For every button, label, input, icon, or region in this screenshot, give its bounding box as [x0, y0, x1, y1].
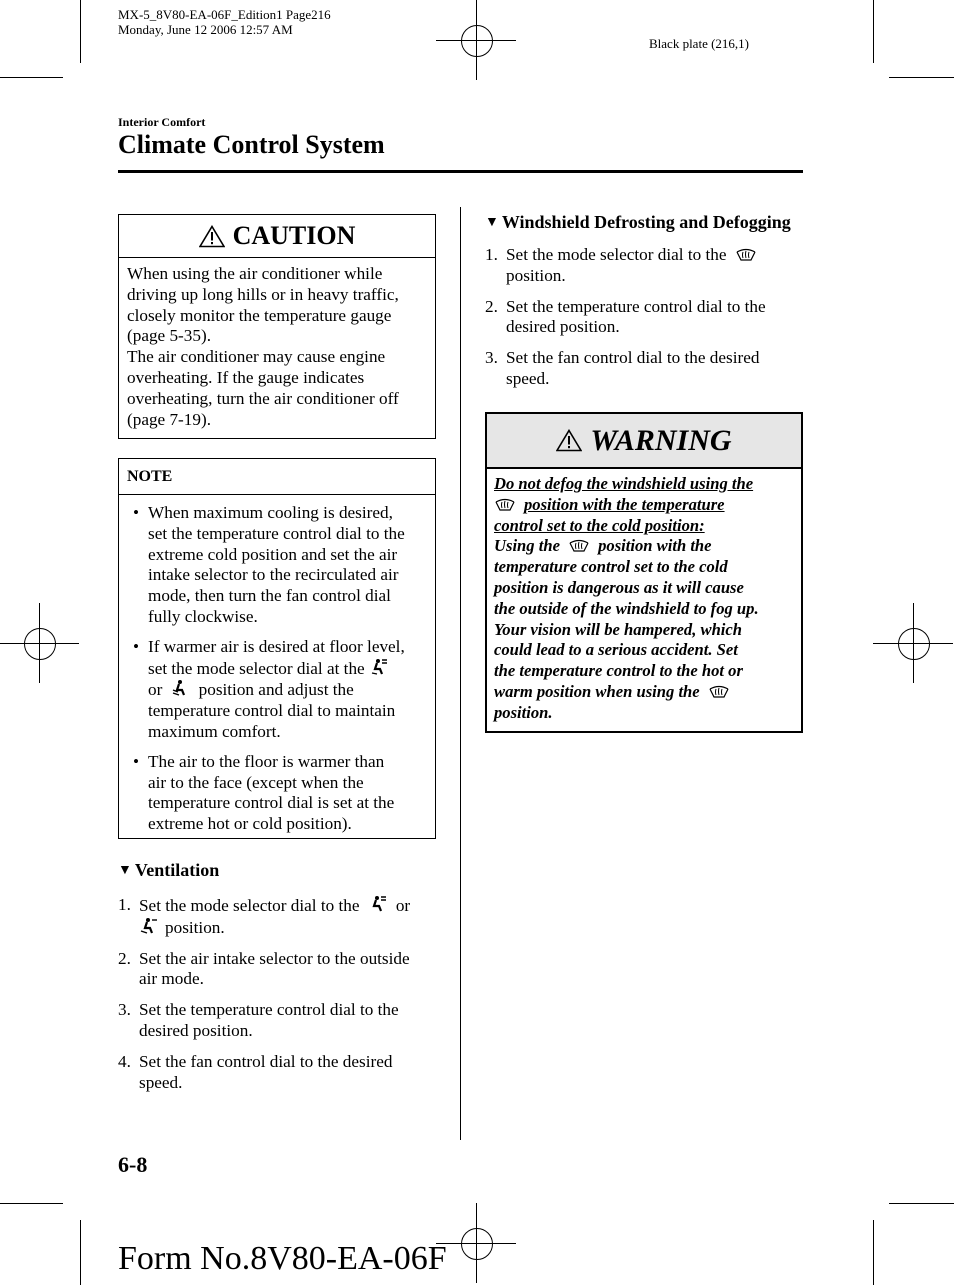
- caution-line: (page 7-19).: [127, 409, 211, 429]
- form-number: Form No.8V80-EA-06F: [118, 1240, 447, 1277]
- registration-mark: [898, 628, 928, 658]
- warning-line: Do not defog the windshield using the: [494, 474, 754, 493]
- print-header-date: Monday, June 12 2006 12:57 AM: [118, 22, 293, 37]
- caution-line: The air conditioner may cause engine: [127, 347, 386, 367]
- registration-mark: [461, 25, 491, 55]
- bi-level-floor-mode-icon: [369, 658, 389, 676]
- warning-text: warm position when using the: [494, 681, 700, 701]
- bi-level-mode-icon: [139, 917, 159, 935]
- ventilation-step: [118, 949, 438, 991]
- step-line: Set the air intake selector to the outside: [139, 948, 410, 968]
- caution-line: overheating. If the gauge indicates: [127, 367, 365, 387]
- ventilation-steps: [118, 895, 438, 1103]
- step-line: desired position.: [506, 317, 620, 337]
- ventilation-heading-text: Ventilation: [134, 860, 220, 880]
- defrost-step: [485, 245, 803, 287]
- note-line: extreme cold position and set the air: [148, 544, 398, 564]
- print-header-file: MX-5_8V80-EA-06F_Edition1 Page216: [118, 7, 331, 22]
- caution-body: [119, 258, 435, 430]
- title-rule: [118, 170, 803, 173]
- warning-line: control set to the cold position:: [494, 515, 705, 535]
- warning-line: [494, 682, 794, 703]
- note-line: set the temperature control dial to the: [148, 523, 405, 543]
- warning-triangle-icon: [199, 225, 225, 248]
- crop-mark: [0, 1203, 63, 1204]
- step-number: 2.: [485, 296, 498, 316]
- note-line: [148, 658, 427, 680]
- triangle-down-icon: ▼: [118, 862, 132, 878]
- step-line: [506, 245, 803, 266]
- warning-box: [485, 412, 803, 733]
- warning-line: temperature control set to the cold: [494, 557, 728, 577]
- note-body: [119, 495, 435, 835]
- warning-line: position.: [494, 702, 553, 722]
- vent-mode-icon: [368, 895, 388, 913]
- caution-line: overheating, turn the air conditioner off: [127, 388, 399, 408]
- ventilation-heading: [118, 860, 219, 881]
- step-text: Set the mode selector dial to the: [506, 245, 727, 264]
- step-line: speed.: [506, 368, 550, 388]
- registration-mark: [461, 1228, 491, 1258]
- ventilation-step: [118, 1052, 438, 1094]
- step-line: desired position.: [139, 1020, 253, 1040]
- step-number: 3.: [485, 348, 498, 368]
- note-line: If warmer air is desired at floor level,: [148, 636, 405, 656]
- defrost-steps: [485, 245, 803, 400]
- defrost-step: [485, 348, 803, 390]
- note-title: NOTE: [119, 459, 435, 495]
- note-text: set the mode selector dial at the: [148, 658, 365, 678]
- step-line: Set the temperature control dial to the: [506, 296, 766, 316]
- crop-mark: [80, 1220, 81, 1285]
- note-line: fully clockwise.: [148, 606, 258, 626]
- note-line: temperature control dial is set at the: [148, 793, 395, 813]
- step-line: Set the fan control dial to the desired: [506, 348, 760, 368]
- caution-line: When using the air conditioner while: [127, 264, 383, 283]
- step-line: speed.: [139, 1072, 183, 1092]
- warning-line: the outside of the windshield to fog up.: [494, 598, 759, 618]
- crop-mark: [80, 0, 81, 63]
- caution-line: closely monitor the temperature gauge: [127, 305, 392, 325]
- note-box: [118, 458, 436, 839]
- note-line: air to the face (except when the: [148, 772, 364, 792]
- note-bullet: [127, 752, 427, 835]
- note-line: When maximum cooling is desired,: [148, 503, 393, 522]
- warning-line: [494, 495, 794, 516]
- note-bullet: [127, 637, 427, 743]
- note-line: mode, then turn the fan control dial: [148, 586, 391, 606]
- warning-text: Using the: [494, 536, 560, 556]
- crop-mark: [889, 77, 954, 78]
- note-line: The air to the floor is warmer than: [148, 751, 385, 771]
- defroster-icon: [494, 496, 516, 512]
- warning-title: WARNING: [590, 423, 732, 457]
- note-text: or: [148, 680, 163, 700]
- step-number: 3.: [118, 1000, 131, 1020]
- defrost-step: [485, 297, 803, 339]
- note-line: maximum comfort.: [148, 721, 281, 741]
- step-text: position.: [165, 917, 225, 937]
- defrost-heading-text: Windshield Defrosting and Defogging: [501, 212, 791, 232]
- triangle-down-icon: ▼: [485, 214, 499, 230]
- floor-mode-icon: [171, 679, 191, 697]
- step-number: 1.: [118, 895, 131, 914]
- step-text: Set the mode selector dial to the: [139, 896, 360, 915]
- step-number: 2.: [118, 948, 131, 968]
- defroster-icon: [735, 246, 757, 262]
- defroster-icon: [708, 683, 730, 699]
- bullet-dot-icon: •: [133, 636, 140, 656]
- defroster-icon: [568, 537, 590, 553]
- registration-mark: [24, 628, 54, 658]
- defrost-heading: [485, 212, 791, 233]
- step-number: 1.: [485, 245, 498, 264]
- caution-header: [119, 215, 435, 258]
- warning-text: position with the temperature: [524, 494, 725, 514]
- step-line: [139, 895, 438, 917]
- warning-header: [487, 414, 801, 469]
- step-line: Set the temperature control dial to the: [139, 1000, 399, 1020]
- warning-body: [487, 469, 801, 724]
- note-line: [148, 679, 427, 701]
- bullet-dot-icon: •: [133, 751, 140, 771]
- step-line: air mode.: [139, 969, 204, 989]
- note-line: extreme hot or cold position).: [148, 814, 352, 834]
- step-line: [139, 917, 438, 939]
- note-line: intake selector to the recirculated air: [148, 565, 399, 585]
- step-line: Set the fan control dial to the desired: [139, 1051, 393, 1071]
- crop-mark: [873, 0, 874, 63]
- note-text: position and adjust the: [198, 680, 354, 700]
- step-line: position.: [506, 265, 566, 285]
- caution-line: (page 5-35).: [127, 326, 211, 346]
- bullet-dot-icon: •: [133, 503, 140, 522]
- note-bullet: [127, 503, 427, 628]
- ventilation-step: [118, 895, 438, 939]
- column-divider: [460, 207, 461, 1140]
- warning-line: [494, 536, 794, 557]
- crop-mark: [889, 1203, 954, 1204]
- crop-mark: [873, 1220, 874, 1285]
- warning-line: Your vision will be hampered, which: [494, 619, 743, 639]
- warning-line: could lead to a serious accident. Set: [494, 640, 738, 660]
- note-line: temperature control dial to maintain: [148, 701, 396, 721]
- ventilation-step: [118, 1000, 438, 1042]
- section-label: Interior Comfort: [118, 115, 206, 129]
- step-number: 4.: [118, 1051, 131, 1071]
- caution-title: CAUTION: [232, 221, 356, 250]
- caution-line: driving up long hills or in heavy traffic,: [127, 284, 399, 304]
- warning-line: position is dangerous as it will cause: [494, 577, 744, 597]
- warning-line: the temperature control to the hot or: [494, 661, 743, 681]
- caution-box: [118, 214, 436, 439]
- print-header-plate: Black plate (216,1): [649, 36, 749, 51]
- step-text: or: [395, 896, 411, 915]
- crop-mark: [0, 77, 63, 78]
- warning-text: position with the: [598, 536, 712, 556]
- page-number: 6-8: [118, 1152, 148, 1177]
- page-title: Climate Control System: [118, 130, 385, 159]
- warning-triangle-icon: [556, 429, 582, 452]
